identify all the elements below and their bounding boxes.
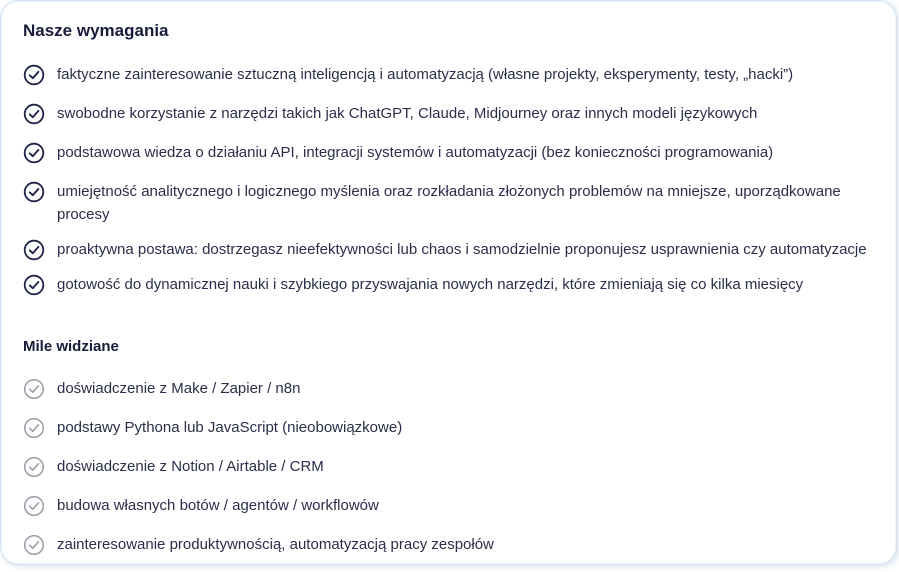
nice-to-have-item	[23, 533, 882, 556]
requirement-item	[23, 63, 882, 86]
requirement-text: faktyczne zainteresowanie sztuczną inteligencją i automatyzacją (własne projekty, eksperymenty, testy, „hacki”)	[57, 66, 794, 83]
nice-to-have-text: doświadczenie z Make / Zapier / n8n	[57, 380, 301, 397]
requirements-list	[23, 63, 882, 312]
check-circle-outline-icon	[23, 378, 45, 400]
nice-to-have-heading: Mile widziane	[23, 338, 119, 355]
check-circle-outline-icon	[23, 417, 45, 439]
requirement-text: podstawowa wiedza o działaniu API, integracji systemów i automatyzacji (bez konieczności programowania)	[57, 144, 774, 161]
requirement-text: umiejętność analitycznego i logicznego myślenia oraz rozkładania złożonych problemów na mniejsze, uporządkowane procesy	[57, 183, 841, 223]
requirement-text: proaktywna postawa: dostrzegasz nieefektywności lub chaos i samodzielnie proponujesz usprawnienia czy automatyzacje	[57, 241, 867, 258]
check-circle-icon	[23, 64, 45, 86]
check-circle-icon	[23, 239, 45, 261]
nice-to-have-text: zainteresowanie produktywnością, automatyzacją pracy zespołów	[57, 536, 494, 553]
check-circle-icon	[23, 103, 45, 125]
nice-to-have-list	[23, 377, 882, 572]
check-circle-outline-icon	[23, 495, 45, 517]
nice-to-have-item	[23, 455, 882, 478]
check-circle-icon	[23, 181, 45, 203]
requirement-item	[23, 102, 882, 125]
requirements-heading: Nasze wymagania	[23, 21, 169, 40]
check-circle-icon	[23, 142, 45, 164]
requirement-item	[23, 141, 882, 164]
nice-to-have-text: doświadczenie z Notion / Airtable / CRM	[57, 458, 324, 475]
nice-to-have-text: budowa własnych botów / agentów / workflowów	[57, 497, 379, 514]
requirement-item	[23, 273, 882, 296]
nice-to-have-item	[23, 416, 882, 439]
requirement-item	[23, 238, 882, 261]
check-circle-outline-icon	[23, 534, 45, 556]
nice-to-have-item	[23, 377, 882, 400]
check-circle-outline-icon	[23, 456, 45, 478]
check-circle-icon	[23, 274, 45, 296]
requirement-text: gotowość do dynamicznej nauki i szybkiego przyswajania nowych narzędzi, które zmieniają się co kilka miesięcy	[57, 276, 804, 293]
requirement-item	[23, 180, 882, 226]
nice-to-have-text: podstawy Pythona lub JavaScript (nieobowiązkowe)	[57, 419, 403, 436]
requirement-text: swobodne korzystanie z narzędzi takich jak ChatGPT, Claude, Midjourney oraz innych modeli językowych	[57, 105, 758, 122]
nice-to-have-item	[23, 494, 882, 517]
